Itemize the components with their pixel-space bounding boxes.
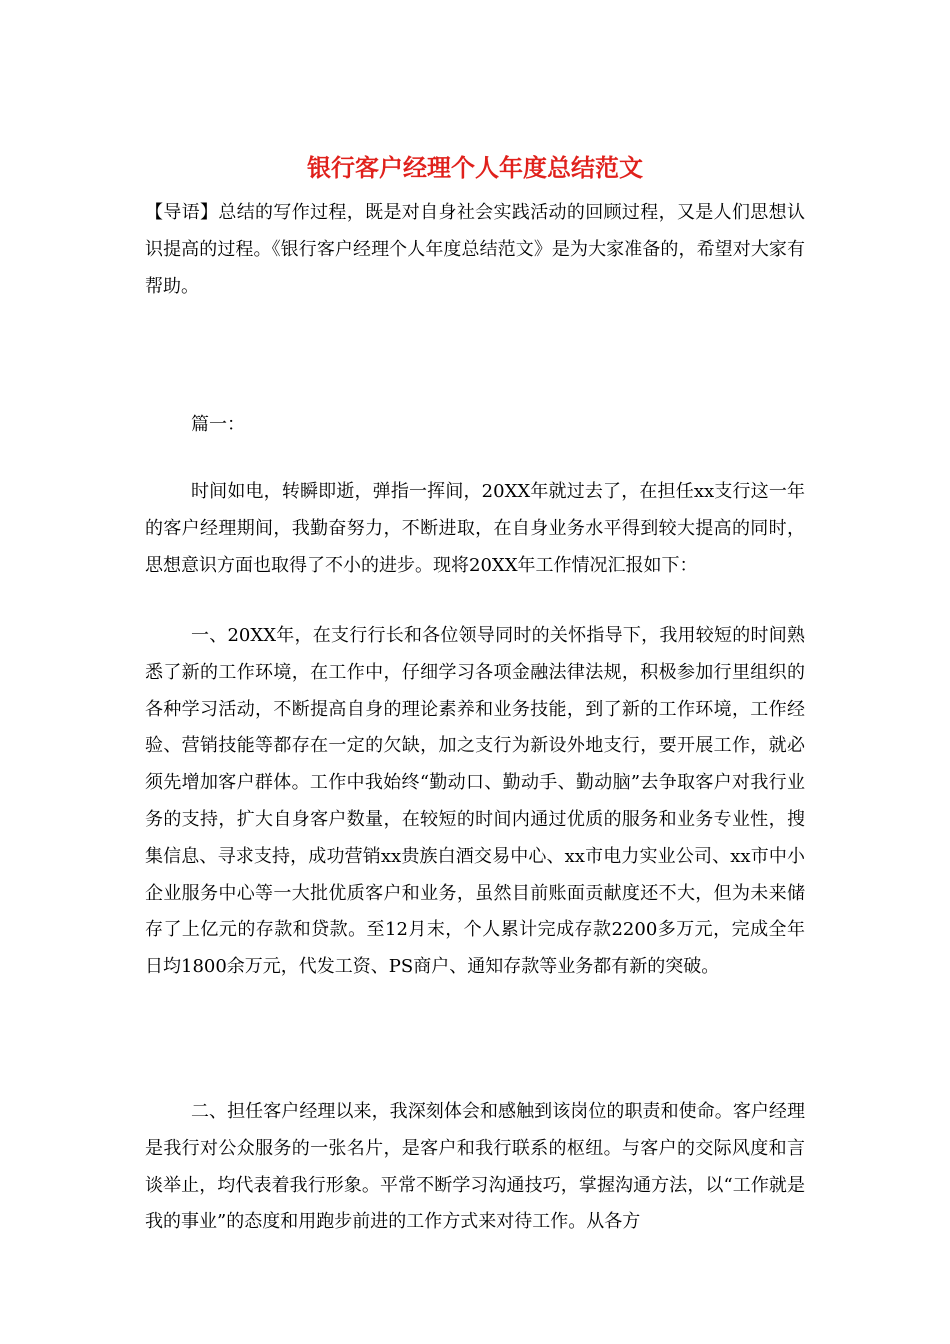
body-paragraph: 二、担任客户经理以来，我深刻体会和感触到该岗位的职责和使命。客户经理是我行对公众服务的一张名片，是客户和我行联系的枢纽。与客户的交际风度和言谈举止，均代表着我行形象。平常不断学习沟通技巧，掌握沟通方法，以“工作就是我的事业”的态度和用跑步前进的工作方式来对待工作。从各方 <box>145 1101 805 1233</box>
section-label: 篇一： <box>191 414 245 435</box>
document-title: 银行客户经理个人年度总结范文 <box>307 153 643 182</box>
intro-paragraph: 【导语】总结的写作过程，既是对自身社会实践活动的回顾过程，又是人们思想认识提高的过程。《银行客户经理个人年度总结范文》是为大家准备的，希望对大家有帮助。 <box>145 202 805 297</box>
body-paragraph: 时间如电，转瞬即逝，弹指一挥间，20XX年就过去了，在担任xx支行这一年的客户经理期间，我勤奋努力，不断进取，在自身业务水平得到较大提高的同时，思想意识方面也取得了不小的进步。现将20XX年工作情况汇报如下： <box>145 481 805 576</box>
body-paragraph: 一、20XX年，在支行行长和各位领导同时的关怀指导下，我用较短的时间熟悉了新的工作环境，在工作中，仔细学习各项金融法律法规，积极参加行里组织的各种学习活动，不断提高自身的理论素养和业务技能，到了新的工作环境，工作经验、营销技能等都存在一定的欠缺，加之支行为新设外地支行，要开展工作，就必须先增加客户群体。工作中我始终“勤动口、勤动手、勤动脑”去争取客户对我行业务的支持，扩大自身客户数量，在较短的时间内通过优质的服务和业务专业性，搜集信息、寻求支持，成功营销xx贵族白酒交易中心、xx市电力实业公司、xx市中小企业服务中心等一大批优质客户和业务，虽然目前账面贡献度还不大，但为未来储存了上亿元的存款和贷款。至12月末，个人累计完成存款2200多万元，完成全年日均1800余万元，代发工资、PS商户、通知存款等业务都有新的突破。 <box>145 625 805 978</box>
